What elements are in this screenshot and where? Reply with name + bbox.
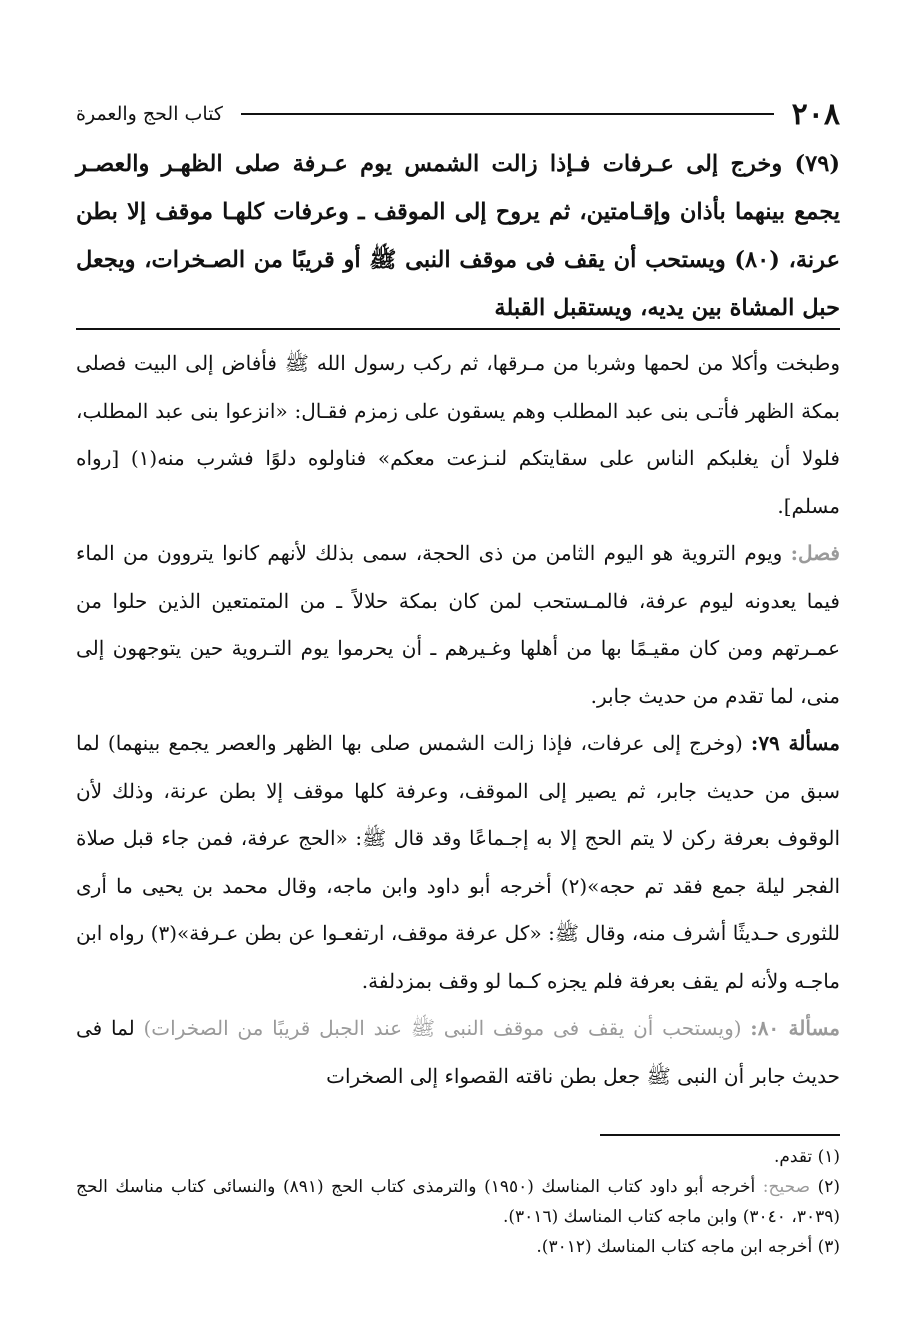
masala-80-label: مسألة ٨٠: bbox=[750, 1016, 840, 1040]
footnote-1: (١) تقدم. bbox=[773, 1147, 840, 1167]
commentary bbox=[76, 340, 840, 1100]
fasl-text: ويوم التروية هو اليوم الثامن من ذى الحجة، سمى بذلك لأنهم كانوا يتروون من الماء فيما يعدونه ليوم عرفة، فالمـستحب لمن كان بمكة حلالاً ـ من المتمتعين الذين حلوا من عمـرتهم ومن كان مقيـمًا بها من أهلها وغـيرهم ـ أن يحرموا يوم التـروية حين يتوجهون إلى منى، لما تقدم من حديث جابر. bbox=[76, 541, 840, 708]
masala-80-quote: (ويستحب أن يقف فى موقف النبى ﷺ عند الجبل قريبًا من الصخرات) bbox=[143, 1016, 751, 1040]
masala-79-quote: (وخرج إلى عرفات، فإذا زالت الشمس صلى بها الظهر والعصر يجمع بينهما) bbox=[107, 731, 751, 755]
footnote-2-text: أخرجه أبو داود كتاب المناسك (١٩٥٠) والترمذى كتاب الحج (٨٩١) والنسائى كتاب مناسك الحج (٣٠٣٩، ٣٠٤٠) وابن ماجه كتاب المناسك (٣٠١٦). bbox=[76, 1177, 840, 1227]
commentary-continuation: وطبخت وأكلا من لحمها وشربا من مـرقها، ثم ركب رسول الله ﷺ فأفاض إلى البيت فصلى بمكة الظهر فأتـى بنى عبد المطلب وهم يسقون على زمزم فقـال: «انزعوا بنى عبد المطلب، فلولا أن يغلبكم الناس على سقايتكم لنـزعت معكم» فناولوه دلوًا فشرب منه(١) [رواه مسلم]. bbox=[76, 351, 840, 518]
masala-79-paragraph bbox=[76, 720, 840, 1005]
footnote-3: (٣) أخرجه ابن ماجه كتاب المناسك (٣٠١٢). bbox=[536, 1237, 840, 1257]
footnote-2-grade: صحيح: bbox=[762, 1177, 811, 1197]
fasl-label: فصل: bbox=[790, 541, 840, 565]
fasl-paragraph bbox=[76, 530, 840, 720]
masala-80-text: لما فى حديث جابر أن النبى ﷺ جعل بطن ناقته القصواء إلى الصخرات bbox=[76, 1016, 840, 1088]
footnote-2 bbox=[76, 1172, 840, 1232]
main-text bbox=[76, 140, 840, 332]
footnotes bbox=[76, 1142, 840, 1262]
header-rule bbox=[241, 113, 774, 115]
footnote-2-prefix: (٢) bbox=[810, 1177, 840, 1197]
masala-80-paragraph bbox=[76, 1005, 840, 1100]
masala-79-label: مسألة ٧٩: bbox=[750, 731, 841, 755]
page-header bbox=[76, 92, 840, 136]
footnote-divider bbox=[600, 1134, 840, 1136]
section-divider bbox=[76, 328, 840, 330]
page-number: ٢٠٨ bbox=[791, 96, 840, 132]
main-text-paragraph: (٧٩) وخرج إلى عـرفات فـإذا زالت الشمس يوم عـرفة صلى الظهـر والعصـر يجمع بينهما بأذان وإقـامتين، ثم يروح إلى الموقف ـ وعرفات كلهـا موقف إلا بطن عرنة، (٨٠) ويستحب أن يقف فى موقف النبى ﷺ أو قريبًا من الصـخرات، ويجعل حبل المشاة بين يديه، ويستقبل القبلة bbox=[76, 151, 840, 321]
running-title: كتاب الحج والعمرة bbox=[76, 103, 223, 125]
masala-79-text: لما سبق من حديث جابر، ثم يصير إلى الموقف، وعرفة كلها موقف إلا بطن عرنة، وذلك لأن الوقوف بعرفة ركن لا يتم الحج إلا به إجـماعًا وقد قال ﷺ: «الحج عرفة، فمن جاء قبل صلاة الفجر ليلة جمع فقد تم حجه»(٢) أخرجه أبو داود وابن ماجه، وقال محمد بن يحيى ما أرى للثورى حـديثًا أشرف منه، وقال ﷺ: «كل عرفة موقف، ارتفعـوا عن بطن عـرفة»(٣) رواه ابن ماجـه ولأنه لم يقف بعرفة فلم يجزه كـما لو وقف بمزدلفة. bbox=[76, 731, 841, 993]
